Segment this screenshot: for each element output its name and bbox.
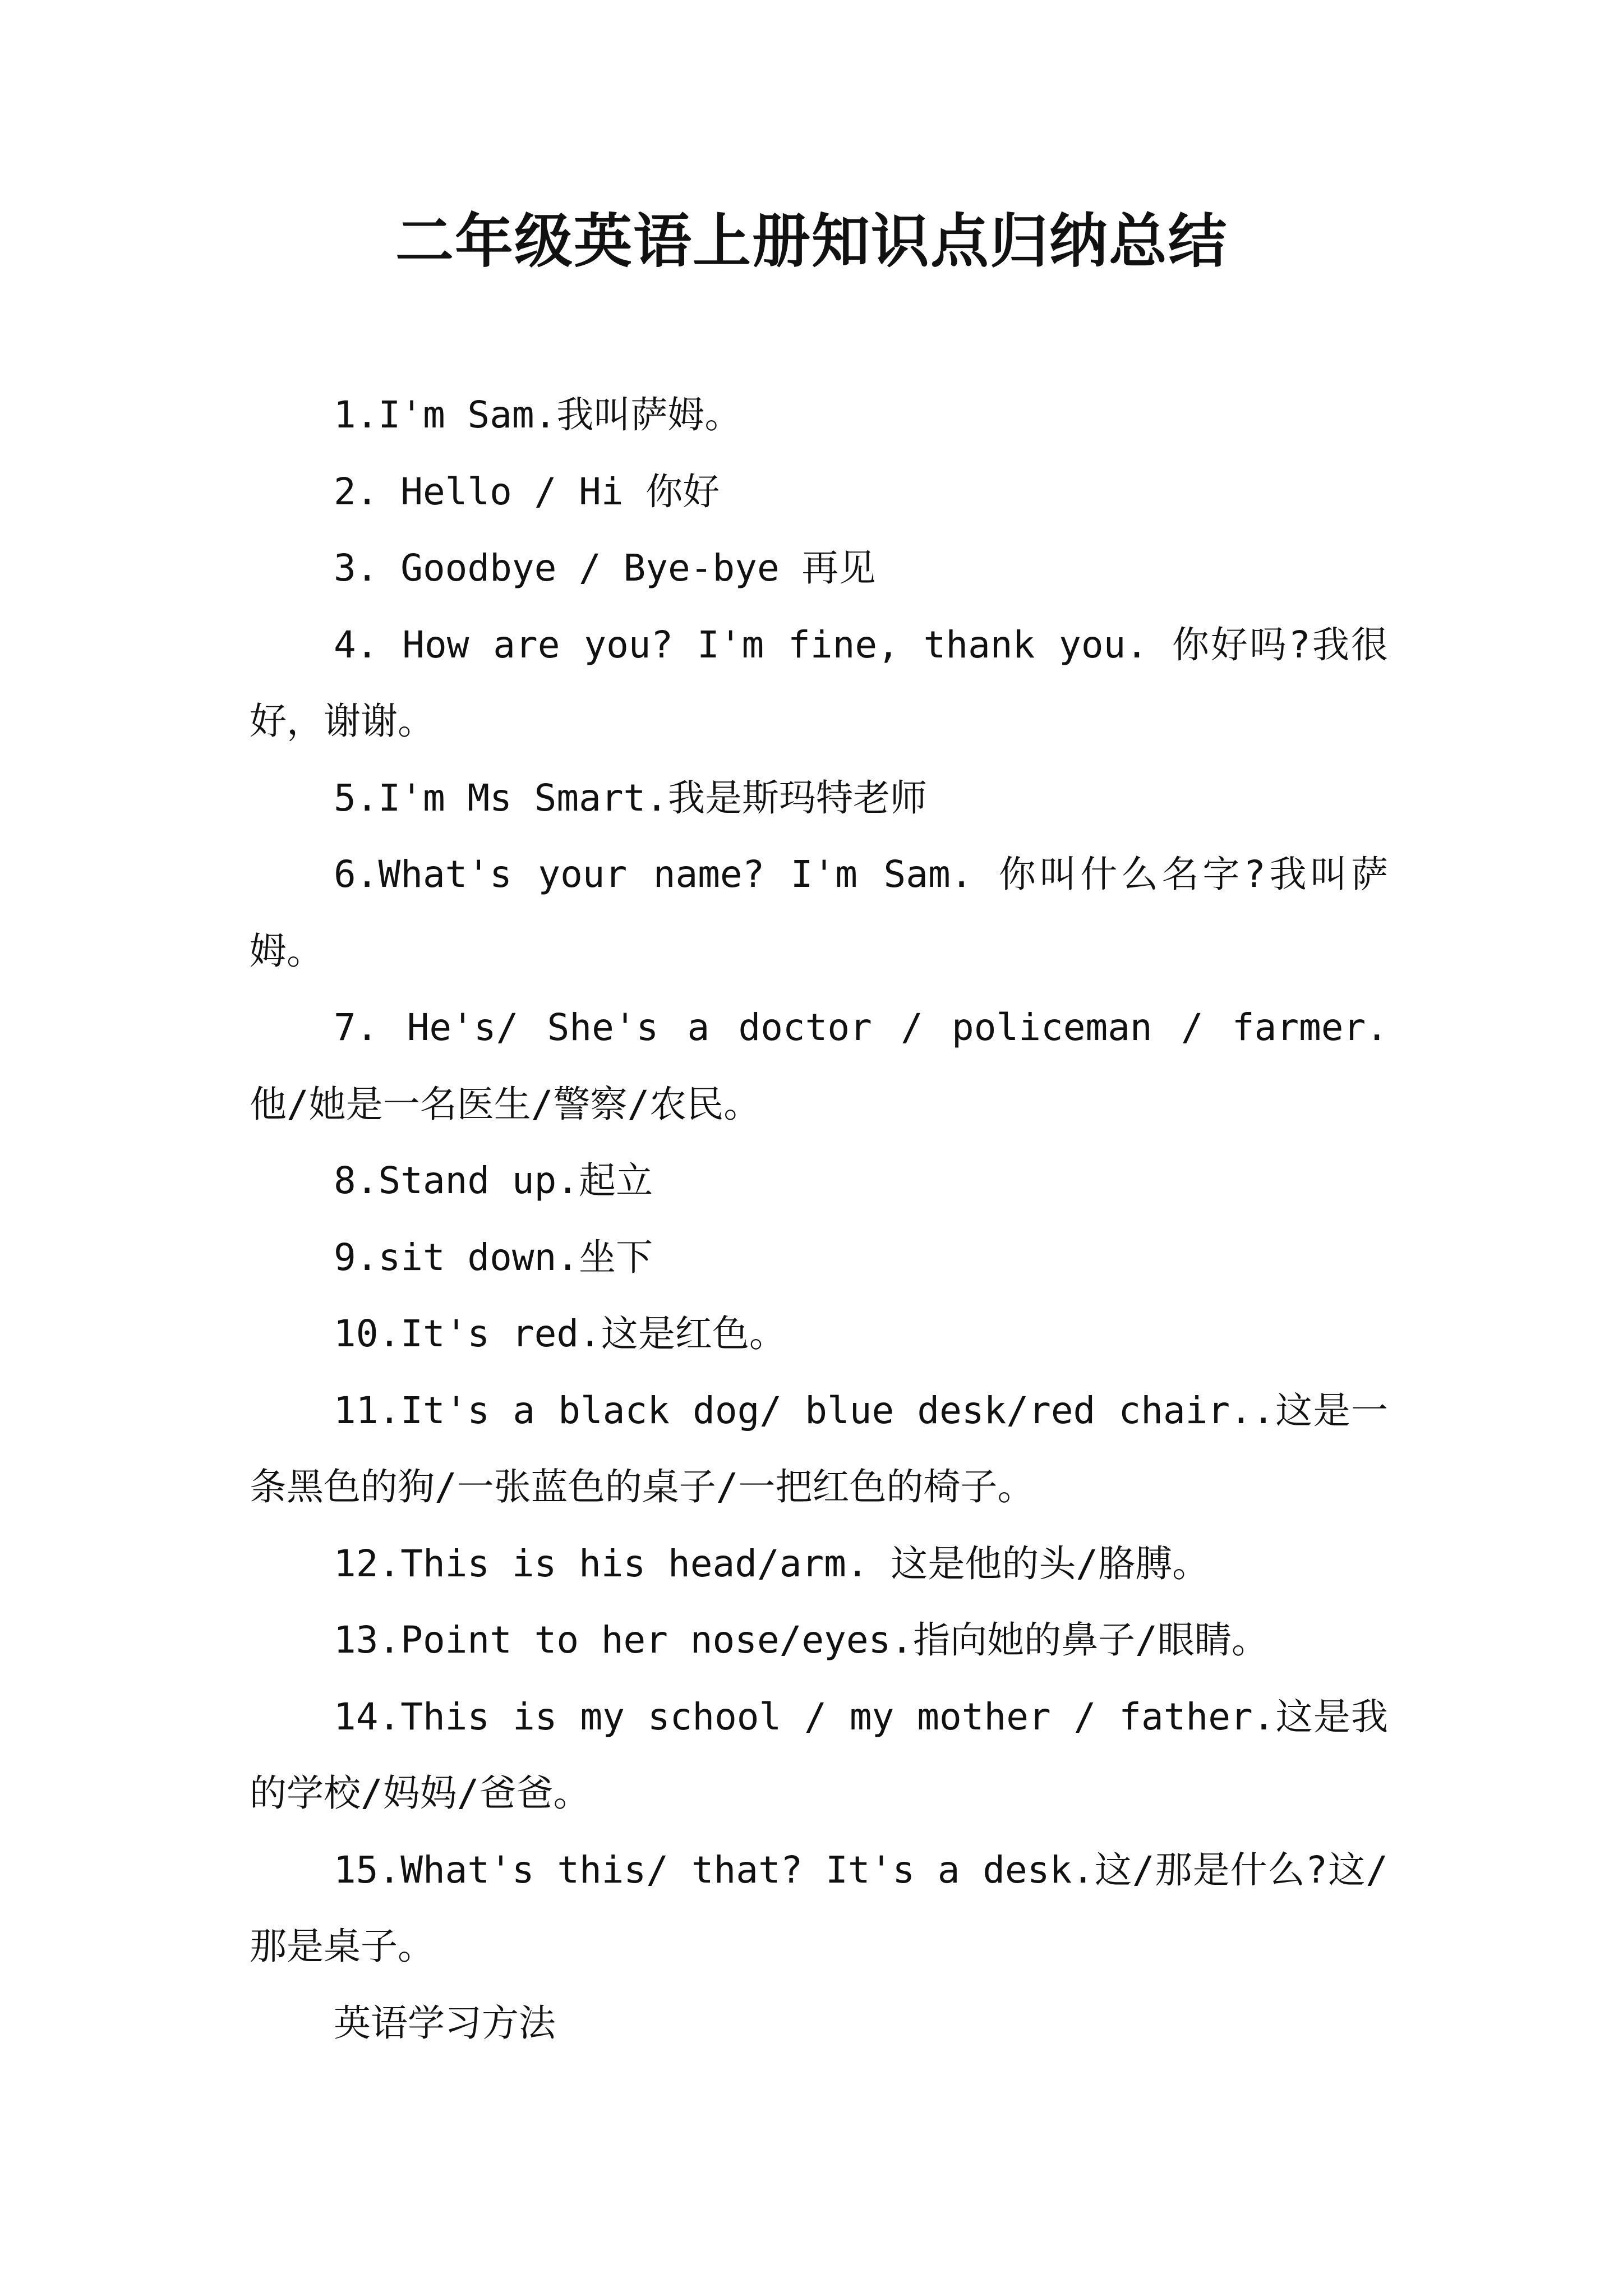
list-item: 7. He's/ She's a doctor / policeman / farmer.他/她是一名医生/警察/农民。 [250, 1006, 1388, 1126]
section-heading: 英语学习方法 [334, 2001, 556, 2045]
list-item: 4. How are you? I'm fine, thank you. 你好吗?我很好，谢谢。 [250, 623, 1388, 743]
list-item: 13.Point to her nose/eyes.指向她的鼻子/眼睛。 [334, 1618, 1269, 1662]
list-item: 12.This is his head/arm. 这是他的头/胳膊。 [334, 1542, 1210, 1585]
list-item: 14.This is my school / my mother / father.这是我的学校/妈妈/爸爸。 [250, 1695, 1388, 1815]
list-item: 8.Stand up.起立 [334, 1159, 653, 1202]
list-item: 1.I'm Sam.我叫萨姆。 [334, 393, 742, 436]
document-body [250, 377, 1388, 2062]
list-item: 5.I'm Ms Smart.我是斯玛特老师 [334, 776, 928, 820]
list-item: 9.sit down.坐下 [334, 1235, 653, 1279]
list-item: 15.What's this/ that? It's a desk.这/那是什么?这/那是桌子。 [250, 1848, 1388, 1968]
list-item: 6.What's your name? I'm Sam. 你叫什么名字?我叫萨姆。 [250, 853, 1388, 973]
list-item: 10.It's red.这是红色。 [334, 1312, 786, 1355]
list-item: 3. Goodbye / Bye-bye 再见 [334, 546, 876, 590]
list-item: 2. Hello / Hi 你好 [334, 470, 720, 513]
document-title: 二年级英语上册知识点归纳总结 [395, 206, 1228, 275]
list-item: 11.It's a black dog/ blue desk/red chair..这是一条黑色的狗/一张蓝色的桌子/一把红色的椅子。 [250, 1388, 1388, 1508]
